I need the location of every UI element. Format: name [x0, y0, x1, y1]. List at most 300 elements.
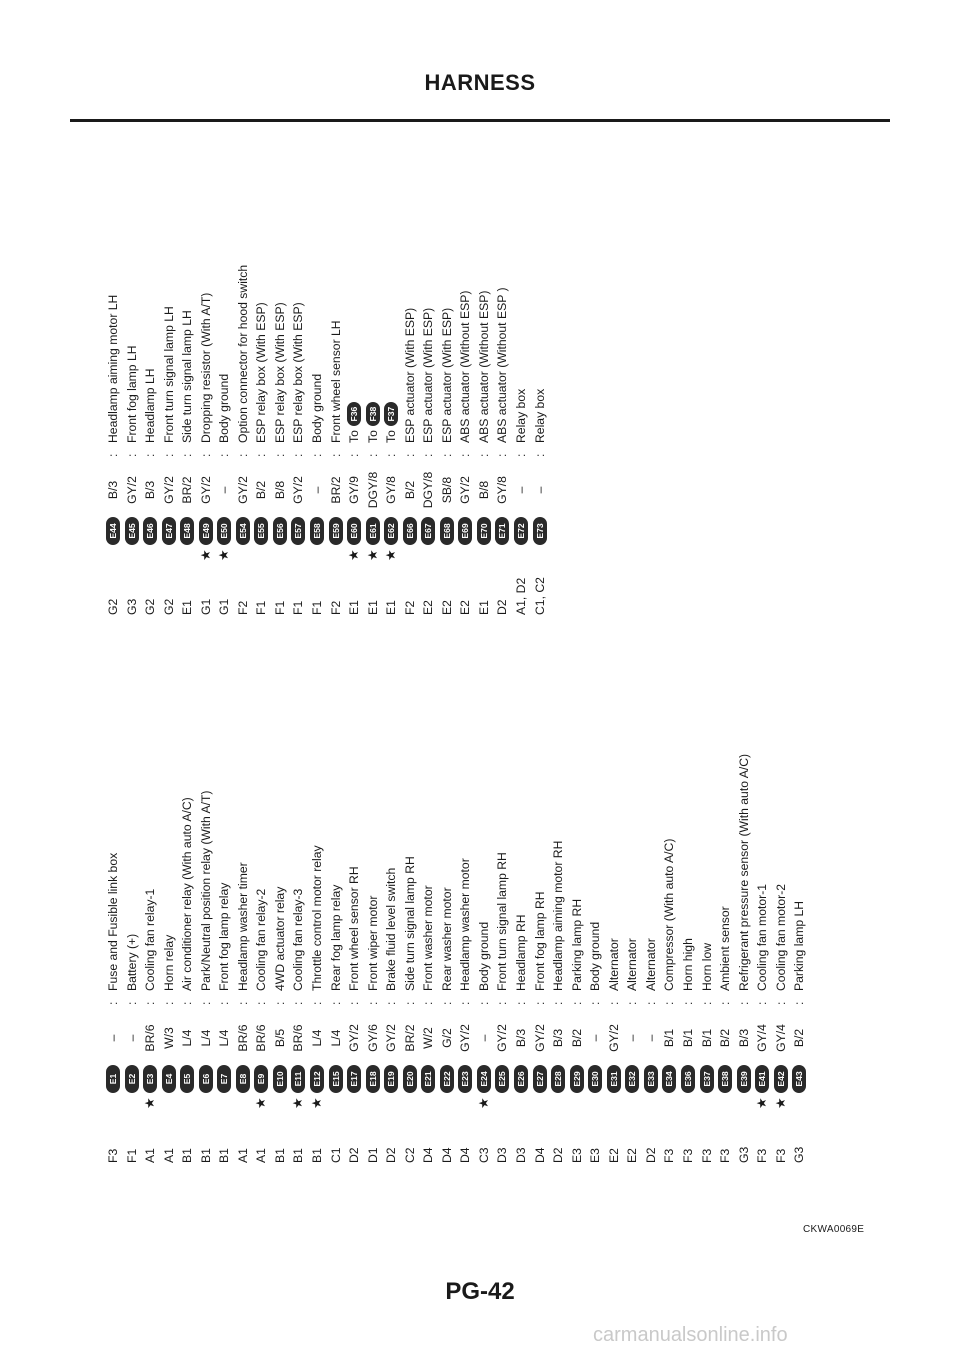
page-header-title: HARNESS [424, 70, 536, 95]
colon-separator: : [514, 1001, 529, 1005]
connector-description [178, 310, 197, 443]
colon-separator: : [347, 1001, 362, 1005]
connector-description [234, 862, 253, 991]
connector-description [252, 302, 271, 443]
description-text: Cooling fan relay-3 [291, 888, 306, 991]
description-text: To [347, 430, 362, 443]
grid-location: B1 [198, 1148, 213, 1163]
connector-description [234, 265, 253, 443]
description-text: Body ground [476, 921, 491, 991]
connector-number-badge: E55 [254, 517, 268, 545]
grid-location: F1 [272, 600, 287, 615]
star-marker-icon: ★ [197, 549, 213, 561]
connector-number-badge: E41 [755, 1065, 769, 1093]
star-marker-icon: ★ [346, 549, 362, 561]
grid-location: A1 [161, 1148, 176, 1163]
wire-spec: BR/2 [402, 1024, 417, 1052]
connector-description [197, 791, 216, 991]
description-text: Ambient sensor [718, 906, 733, 991]
colon-separator: : [106, 1001, 120, 1005]
description-text: Parking lamp LH [792, 900, 807, 991]
wire-spec: GY/2 [458, 476, 473, 504]
connector-description [382, 868, 401, 991]
grid-location: E2 [625, 1148, 640, 1163]
connector-number-badge: E30 [588, 1065, 602, 1093]
wire-spec: L/4 [180, 1029, 195, 1047]
wire-spec: B/1 [680, 1028, 695, 1048]
connector-description [104, 853, 123, 991]
connector-description [493, 287, 512, 443]
connector-number-badge: E62 [384, 517, 398, 545]
description-text: Horn high [680, 938, 695, 991]
connector-number-badge: E67 [421, 517, 435, 545]
wire-spec: GY/2 [291, 476, 306, 504]
connector-number-badge: E4 [162, 1065, 176, 1093]
grid-location: F1 [310, 600, 325, 615]
wire-spec: B/2 [569, 1028, 584, 1048]
connector-number-badge: E9 [254, 1065, 268, 1093]
wire-spec: GY/2 [532, 1024, 547, 1052]
connector-description [364, 896, 383, 992]
grid-location: F1 [254, 600, 269, 615]
connector-description [475, 922, 494, 991]
colon-separator: : [106, 453, 120, 457]
colon-separator: : [514, 453, 529, 457]
wire-spec: B/3 [736, 1028, 751, 1048]
connector-number-badge: E27 [533, 1065, 547, 1093]
connector-number-badge: E22 [440, 1065, 454, 1093]
grid-location: A1 [254, 1148, 269, 1163]
connector-description [123, 934, 142, 991]
description-text: Headlamp aiming motor LH [106, 294, 120, 443]
description-text: Relay box [532, 388, 547, 443]
wire-spec: B/1 [699, 1028, 714, 1048]
colon-separator: : [476, 1001, 491, 1005]
connector-number-badge: E54 [236, 517, 250, 545]
connector-description [623, 938, 642, 991]
connector-number-badge: E18 [366, 1065, 380, 1093]
connector-number-badge: E32 [625, 1065, 639, 1093]
description-text: Cooling fan relay-1 [143, 888, 158, 991]
connector-number-badge: E15 [329, 1065, 343, 1093]
description-text: Side turn signal lamp RH [402, 856, 417, 991]
connector-description [401, 308, 420, 443]
connector-description [104, 295, 123, 443]
colon-separator: : [495, 1001, 510, 1005]
connector-description [382, 402, 401, 443]
connector-number-badge: E58 [310, 517, 324, 545]
figure-reference-code: CKWA0069E [803, 1224, 865, 1235]
connector-description [568, 899, 587, 991]
description-text: Horn low [699, 942, 714, 991]
wire-spec: W/2 [421, 1027, 436, 1049]
connector-number-badge: E70 [477, 517, 491, 545]
colon-separator: : [235, 453, 250, 457]
description-text: Front wheel sensor LH [328, 320, 343, 443]
description-text: Parking lamp RH [569, 898, 584, 991]
grid-location: D2 [643, 1147, 658, 1163]
star-marker-icon: ★ [290, 1097, 306, 1109]
grid-location: F3 [699, 1148, 714, 1163]
colon-separator: : [254, 1001, 269, 1005]
grid-location: G1 [198, 598, 213, 615]
star-marker-icon: ★ [309, 1097, 325, 1109]
grid-location: E3 [569, 1148, 584, 1163]
description-text: Rear fog lamp relay [328, 884, 343, 991]
connector-description [531, 389, 550, 443]
wire-spec: L/4 [310, 1029, 325, 1047]
description-text: Headlamp aiming motor RH [551, 840, 566, 991]
grid-location: B1 [272, 1148, 287, 1163]
wire-spec: – [476, 1034, 491, 1042]
connector-description [456, 291, 475, 443]
description-text: Alternator [625, 938, 640, 991]
colon-separator: : [365, 453, 380, 457]
grid-location: B1 [217, 1148, 232, 1163]
description-text: ESP relay box (With ESP) [291, 302, 306, 443]
description-text: Front turn signal lamp LH [161, 306, 176, 443]
grid-location: E1 [347, 600, 362, 615]
connector-number-badge: E43 [792, 1065, 806, 1093]
connector-number-badge: E21 [421, 1065, 435, 1093]
connector-description [512, 389, 531, 443]
wire-spec: BR/6 [235, 1024, 250, 1052]
grid-location: E1 [365, 600, 380, 615]
grid-location: E3 [588, 1148, 603, 1163]
colon-separator: : [755, 1001, 770, 1005]
connector-description [345, 402, 364, 443]
colon-separator: : [402, 453, 417, 457]
connector-number-badge: E42 [774, 1065, 788, 1093]
description-text: Cooling fan relay-2 [254, 888, 269, 991]
connector-number-badge: E49 [199, 517, 213, 545]
connector-description [716, 906, 735, 991]
connector-number-badge: E61 [366, 517, 380, 545]
grid-location: D2 [495, 599, 510, 615]
description-text: Front turn signal lamp RH [495, 852, 510, 991]
grid-location: G2 [143, 598, 158, 615]
colon-separator: : [310, 453, 325, 457]
connector-description [327, 320, 346, 443]
wire-spec: B/2 [402, 480, 417, 500]
colon-separator: : [180, 453, 195, 457]
wire-spec: GY/8 [384, 476, 399, 504]
grid-location: F3 [106, 1148, 120, 1163]
connector-number-badge: E26 [514, 1065, 528, 1093]
wire-spec: L/4 [217, 1029, 232, 1047]
connector-description [197, 293, 216, 443]
wire-spec: GY/9 [347, 476, 362, 504]
description-text: Headlamp washer timer [235, 862, 250, 991]
header-rule [70, 119, 890, 122]
star-marker-icon: ★ [772, 1097, 788, 1109]
description-text: ABS actuator (Without ESP) [476, 290, 491, 443]
wire-spec: GY/2 [495, 1024, 510, 1052]
connector-description [271, 302, 290, 443]
grid-location: D3 [514, 1147, 529, 1163]
grid-location: E1 [384, 600, 399, 615]
grid-location: D2 [347, 1147, 362, 1163]
connector-number-badge: E47 [162, 517, 176, 545]
grid-location: F2 [235, 600, 250, 615]
colon-separator: : [736, 1001, 751, 1005]
wire-spec: BR/6 [143, 1024, 158, 1052]
description-text: Front fog lamp relay [217, 882, 232, 991]
wire-spec: – [217, 486, 232, 494]
wire-spec: GY/2 [235, 476, 250, 504]
connector-description [493, 852, 512, 991]
colon-separator: : [643, 1001, 658, 1005]
wire-spec: W/3 [161, 1027, 176, 1049]
connector-description [735, 754, 754, 991]
connector-number-badge: E23 [458, 1065, 472, 1093]
wire-spec: BR/2 [328, 476, 343, 504]
connector-number-badge: E25 [495, 1065, 509, 1093]
description-text: Headlamp LH [143, 368, 158, 443]
grid-location: A1, D2 [514, 577, 529, 615]
colon-separator: : [495, 453, 510, 457]
connector-number-badge: E73 [533, 517, 547, 545]
colon-separator: : [718, 1001, 733, 1005]
colon-separator: : [143, 453, 158, 457]
wire-spec: – [643, 1034, 658, 1042]
wire-spec: – [514, 486, 529, 494]
connector-description [438, 887, 457, 991]
connector-number-badge: E10 [273, 1065, 287, 1093]
star-marker-icon: ★ [364, 549, 380, 561]
colon-separator: : [124, 1001, 139, 1005]
wire-spec: B/1 [662, 1028, 677, 1048]
connector-description [549, 841, 568, 991]
to-connector-badge: F36 [347, 402, 361, 426]
connector-number-badge: E44 [106, 517, 120, 545]
wire-spec: G/2 [439, 1028, 454, 1048]
colon-separator: : [421, 1001, 436, 1005]
connector-description [308, 845, 327, 991]
grid-location: D4 [532, 1147, 547, 1163]
wire-spec: GY/6 [365, 1024, 380, 1052]
description-text: ABS actuator (Without ESP ) [495, 287, 510, 443]
connector-number-badge: E45 [125, 517, 139, 545]
connector-number-badge: E7 [217, 1065, 231, 1093]
wire-spec: GY/2 [458, 1024, 473, 1052]
description-text: Alternator [643, 938, 658, 991]
colon-separator: : [588, 1001, 603, 1005]
grid-location: E1 [180, 600, 195, 615]
colon-separator: : [291, 1001, 306, 1005]
colon-separator: : [272, 1001, 287, 1005]
connector-number-badge: E39 [737, 1065, 751, 1093]
connector-description [289, 889, 308, 991]
description-text: Body ground [217, 373, 232, 443]
description-text: Side turn signal lamp LH [180, 310, 195, 443]
connector-description [160, 306, 179, 443]
wire-spec: – [106, 1034, 120, 1042]
connector-number-badge: E34 [662, 1065, 676, 1093]
grid-location: F3 [662, 1148, 677, 1163]
description-text: ESP actuator (With ESP) [402, 307, 417, 443]
colon-separator: : [606, 1001, 621, 1005]
connector-description [401, 856, 420, 991]
grid-location: B1 [291, 1148, 306, 1163]
grid-location: F3 [755, 1148, 770, 1163]
description-text: Alternator [606, 938, 621, 991]
description-text: ESP relay box (With ESP) [254, 302, 269, 443]
colon-separator: : [365, 1001, 380, 1005]
wire-spec: B/2 [718, 1028, 733, 1048]
connector-description [419, 308, 438, 443]
grid-location: F1 [291, 600, 306, 615]
connector-number-badge: E11 [291, 1065, 305, 1093]
description-text: Body ground [310, 373, 325, 443]
description-text: ESP relay box (With ESP) [272, 302, 287, 443]
grid-location: E2 [421, 600, 436, 615]
grid-location: B1 [180, 1148, 195, 1163]
connector-description [660, 839, 679, 991]
wire-spec: GY/2 [198, 476, 213, 504]
connector-description [605, 938, 624, 991]
grid-location: D2 [384, 1147, 399, 1163]
colon-separator: : [699, 1001, 714, 1005]
colon-separator: : [161, 453, 176, 457]
wire-spec: B/3 [106, 480, 120, 500]
grid-location: F3 [773, 1148, 788, 1163]
grid-location: F1 [124, 1148, 139, 1163]
connector-description [586, 922, 605, 991]
wire-spec: B/5 [272, 1028, 287, 1048]
connector-description [178, 797, 197, 991]
connector-number-badge: E71 [495, 517, 509, 545]
description-text: Horn relay [161, 934, 176, 991]
colon-separator: : [272, 453, 287, 457]
connector-description [327, 885, 346, 991]
wire-spec: GY/4 [773, 1024, 788, 1052]
wire-spec: DGY/8 [421, 471, 436, 509]
wire-spec: BR/6 [254, 1024, 269, 1052]
description-text: ESP actuator (With ESP) [421, 307, 436, 443]
wire-spec: B/2 [792, 1028, 807, 1048]
connector-number-badge: E24 [477, 1065, 491, 1093]
grid-location: A1 [143, 1148, 158, 1163]
connector-description [271, 887, 290, 991]
connector-description [679, 938, 698, 991]
grid-location: E2 [439, 600, 454, 615]
connector-number-badge: E2 [125, 1065, 139, 1093]
connector-number-badge: E1 [106, 1065, 120, 1093]
description-text: Front fog lamp LH [124, 345, 139, 443]
description-text: Park/Neutral position relay (With A/T) [198, 790, 213, 991]
description-text: Cooling fan motor-1 [755, 883, 770, 991]
to-connector-badge: F37 [384, 402, 398, 426]
grid-location: G3 [792, 1146, 807, 1163]
description-text: Relay box [514, 388, 529, 443]
connector-description [289, 302, 308, 443]
wire-spec: – [124, 1034, 139, 1042]
star-marker-icon: ★ [475, 1097, 491, 1109]
grid-location: F2 [328, 600, 343, 615]
star-marker-icon: ★ [754, 1097, 770, 1109]
connector-description [215, 883, 234, 991]
connector-description [308, 374, 327, 443]
connector-number-badge: E8 [236, 1065, 250, 1093]
wire-spec: B/3 [143, 480, 158, 500]
colon-separator: : [161, 1001, 176, 1005]
description-text: To [365, 430, 380, 443]
connector-number-badge: E66 [403, 517, 417, 545]
description-text: Body ground [588, 921, 603, 991]
connector-description [531, 891, 550, 991]
wire-spec: GY/2 [124, 476, 139, 504]
colon-separator: : [328, 1001, 343, 1005]
connector-description [345, 866, 364, 991]
grid-location: C1 [328, 1147, 343, 1163]
grid-location: D1 [365, 1147, 380, 1163]
description-text: Rear washer motor [439, 887, 454, 991]
connector-number-badge: E19 [384, 1065, 398, 1093]
connector-number-badge: E72 [514, 517, 528, 545]
colon-separator: : [402, 1001, 417, 1005]
colon-separator: : [476, 453, 491, 457]
colon-separator: : [310, 1001, 325, 1005]
connector-number-badge: E20 [403, 1065, 417, 1093]
colon-separator: : [384, 1001, 399, 1005]
wire-spec: DGY/8 [365, 471, 380, 509]
connector-number-badge: E46 [143, 517, 157, 545]
colon-separator: : [439, 453, 454, 457]
description-text: Front wheel sensor RH [347, 866, 362, 991]
connector-description [790, 901, 809, 991]
wire-spec: GY/2 [347, 1024, 362, 1052]
connector-number-badge: E17 [347, 1065, 361, 1093]
grid-location: G2 [161, 598, 176, 615]
connector-number-badge: E38 [718, 1065, 732, 1093]
connector-description [215, 374, 234, 443]
description-text: Air conditioner relay (With auto A/C) [180, 797, 195, 991]
description-text: Front wiper motor [365, 895, 380, 991]
colon-separator: : [439, 1001, 454, 1005]
connector-description [438, 308, 457, 443]
wire-spec: BR/6 [291, 1024, 306, 1052]
connector-number-badge: E29 [570, 1065, 584, 1093]
colon-separator: : [532, 1001, 547, 1005]
wire-spec: GY/8 [495, 476, 510, 504]
connector-number-badge: E37 [700, 1065, 714, 1093]
wire-spec: GY/4 [755, 1024, 770, 1052]
colon-separator: : [328, 453, 343, 457]
description-text: Refrigerant pressure sensor (With auto A/C) [736, 753, 751, 991]
description-text: Headlamp washer motor [458, 858, 473, 991]
connector-number-badge: E12 [310, 1065, 324, 1093]
colon-separator: : [384, 453, 399, 457]
colon-separator: : [124, 453, 139, 457]
colon-separator: : [291, 453, 306, 457]
connector-number-badge: E69 [458, 517, 472, 545]
description-text: ABS actuator (Without ESP) [458, 290, 473, 443]
colon-separator: : [625, 1001, 640, 1005]
grid-location: F3 [680, 1148, 695, 1163]
colon-separator: : [551, 1001, 566, 1005]
colon-separator: : [254, 453, 269, 457]
connector-description [475, 291, 494, 443]
grid-location: G3 [736, 1146, 751, 1163]
grid-location: A1 [235, 1148, 250, 1163]
connector-number-badge: E28 [551, 1065, 565, 1093]
colon-separator: : [347, 453, 362, 457]
colon-separator: : [198, 1001, 213, 1005]
description-text: Cooling fan motor-2 [773, 883, 788, 991]
grid-location: G2 [106, 598, 120, 615]
wire-spec: – [310, 486, 325, 494]
